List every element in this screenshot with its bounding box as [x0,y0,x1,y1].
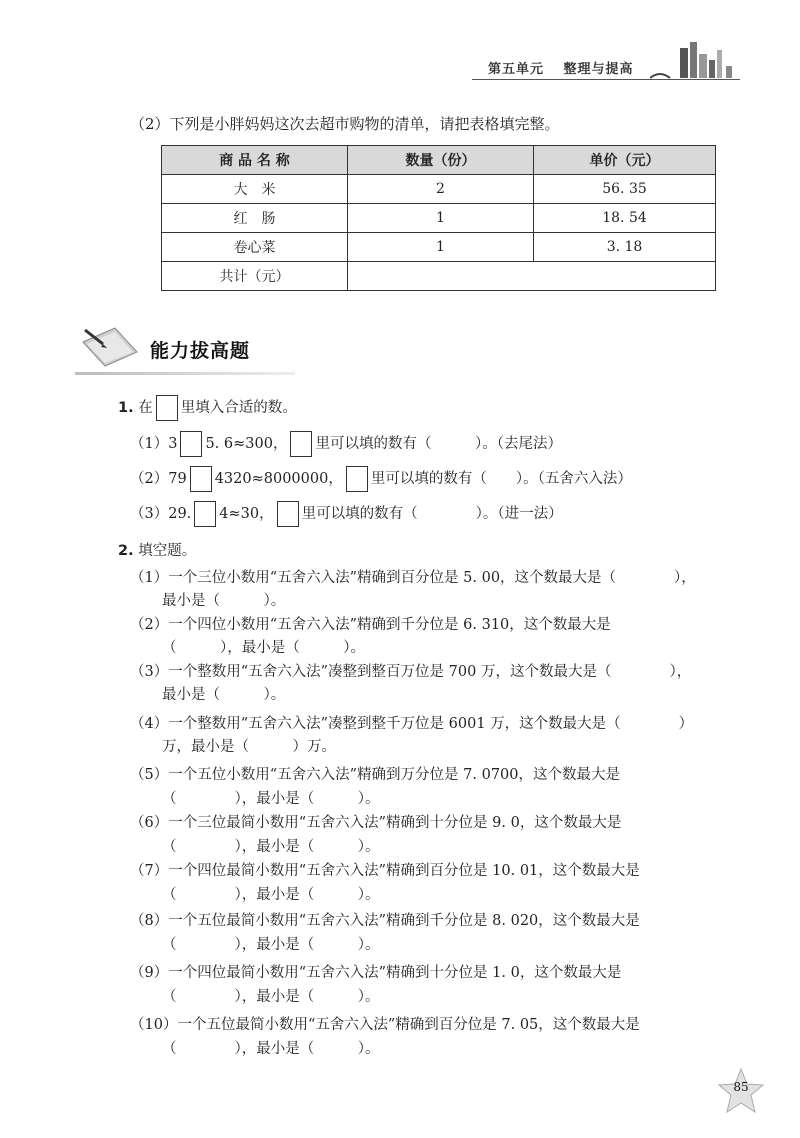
page-header [488,58,648,77]
table-header-row [162,146,716,175]
unit-label: 第五单元 [488,62,545,77]
q2-line: （ ），最小是（ ）。 [162,791,380,807]
q1-item-1 [130,431,562,457]
cell-item: 大 米 [162,175,348,204]
header-quantity: 数量（份） [348,146,534,175]
total-label: 共计（元） [162,262,348,291]
q2-stem-text: 填空题。 [138,543,197,559]
cell-quantity: 2 [348,175,534,204]
q1-3-b: 4≈30， [219,506,274,522]
cell-price: 18. 54 [534,204,716,233]
q2-line: （ ），最小是（ ）。 [162,887,380,903]
notebook-pencil-icon [75,322,145,370]
answer-box [346,466,368,492]
q1-1-a: （1）3 [130,436,178,452]
q2-line: （10）一个五位最简小数用“五舍六入法”精确到百分位是 7. 05，这个数最大是 [130,1017,640,1033]
total-answer-cell[interactable] [348,262,716,291]
answer-box[interactable] [180,431,202,457]
q1-item-3 [130,501,563,527]
section-underline [75,372,295,375]
table-row [162,175,716,204]
q2-line: （ ），最小是（ ）。 [162,839,380,855]
q2-line: 万，最小是（ ）万。 [162,739,336,755]
q2-stem [118,539,196,560]
q2-line: （2）一个四位小数用“五舍六入法”精确到千分位是 6. 310，这个数最大是 [130,617,611,633]
cell-item: 红 肠 [162,204,348,233]
q2-number: 2. [118,543,134,559]
q1-2-a: （2）79 [130,471,187,487]
cell-item: 卷心菜 [162,233,348,262]
q2-line: （6）一个三位最简小数用“五舍六入法”精确到十分位是 9. 0，这个数最大是 [130,815,622,831]
q2-line: （5）一个五位小数用“五舍六入法”精确到万分位是 7. 0700，这个数最大是 [130,767,621,783]
q2-line: （9）一个四位最简小数用“五舍六入法”精确到十分位是 1. 0，这个数最大是 [130,965,622,981]
q2-line: （ ），最小是（ ）。 [162,1041,380,1057]
cell-price: 3. 18 [534,233,716,262]
q2-line: （1）一个三位小数用“五舍六入法”精确到百分位是 5. 00，这个数最大是（ ）， [130,570,696,586]
q2-line: （8）一个五位最简小数用“五舍六入法”精确到千分位是 8. 020，这个数最大是 [130,913,640,929]
q1-2-c: 里可以填的数有（ ）。（五舍六入法） [370,471,632,487]
q1-stem [118,395,297,421]
answer-box[interactable] [190,466,212,492]
q2-line: （7）一个四位最简小数用“五舍六入法”精确到百分位是 10. 01，这个数最大是 [130,863,640,879]
section-title: 能力拔高题 [150,340,251,362]
answer-box [290,431,312,457]
answer-box [156,395,178,421]
city-skyline-icon [650,40,745,82]
q2-line: （ ），最小是（ ）。 [162,937,380,953]
q1-1-c: 里可以填的数有（ ）。（去尾法） [315,436,562,452]
header-unit-price: 单价（元） [534,146,716,175]
table-row [162,233,716,262]
q2-line: （4）一个整数用“五舍六入法”凑整到整千万位是 6001 万，这个数最大是（ ） [130,716,694,732]
shopping-table [161,145,716,291]
cell-quantity: 1 [348,233,534,262]
page-number: 85 [733,1080,749,1094]
answer-box [277,501,299,527]
shopping-intro: （2）下列是小胖妈妈这次去超市购物的清单，请把表格填完整。 [130,115,560,133]
q2-line: （ ），最小是（ ）。 [162,989,380,1005]
q1-3-c: 里可以填的数有（ ）。（进一法） [301,506,563,522]
q1-1-b: 5. 6≈300， [205,436,288,452]
header-item-name: 商 品 名 称 [162,146,348,175]
q2-line: （3）一个整数用“五舍六入法”凑整到整百万位是 700 万，这个数最大是（ ）， [130,664,692,680]
cell-quantity: 1 [348,204,534,233]
table-row [162,204,716,233]
q1-2-b: 4320≈8000000， [214,471,343,487]
q1-number: 1. [118,400,134,416]
q1-stem-a: 在 [138,400,153,416]
q2-line: （ ），最小是（ ）。 [162,640,365,656]
q1-3-a: （3）29. [130,506,192,522]
cell-price: 56. 35 [534,175,716,204]
q1-stem-b: 里填入合适的数。 [180,400,297,416]
unit-title: 整理与提高 [563,62,634,77]
q1-item-2 [130,466,632,492]
answer-box[interactable] [194,501,216,527]
q2-line: 最小是（ ）。 [162,593,286,609]
table-total-row [162,262,716,291]
q2-line: 最小是（ ）。 [162,687,286,703]
